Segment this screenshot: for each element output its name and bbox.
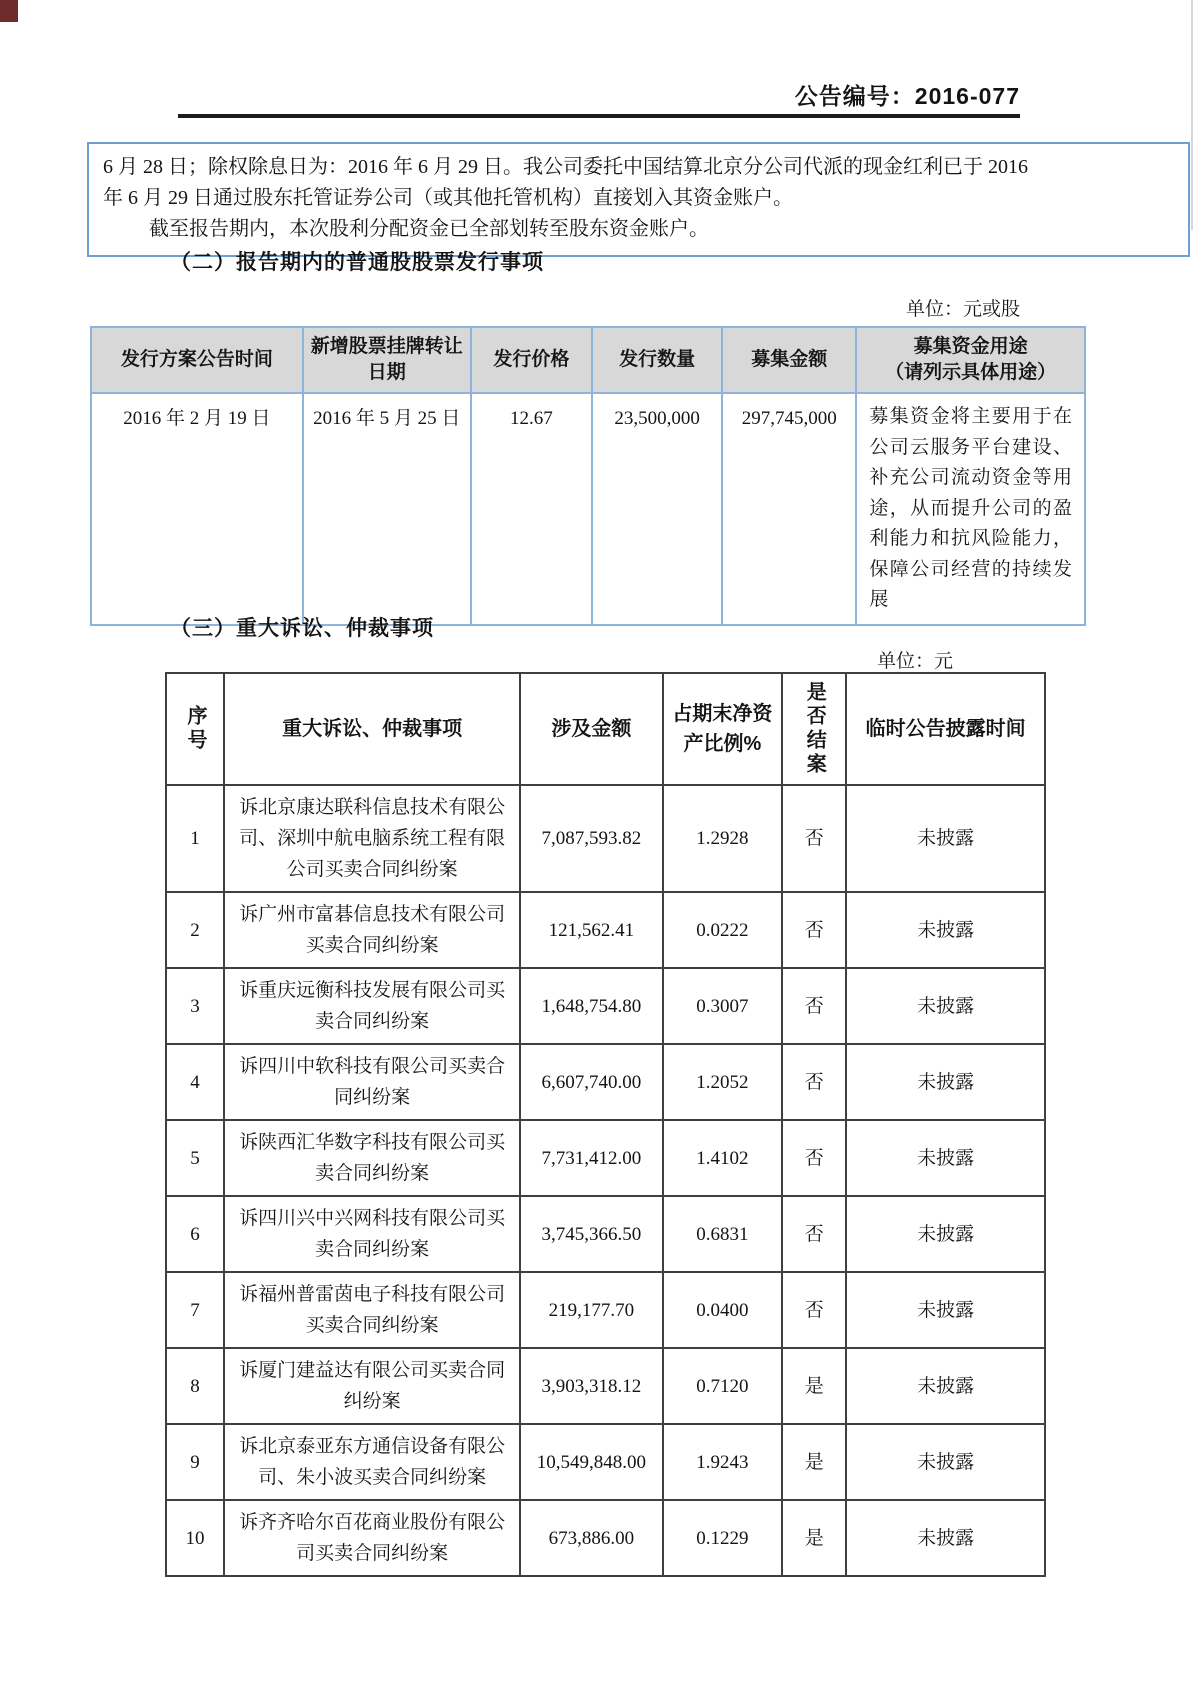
section2-title: （二）报告期内的普通股股票发行事项 xyxy=(170,251,544,274)
case-closed: 否 xyxy=(782,1120,846,1196)
header-rule xyxy=(178,114,1020,118)
involved-amount: 10,549,848.00 xyxy=(520,1424,662,1500)
issue-price-value: 12.67 xyxy=(471,393,592,625)
table-row xyxy=(166,1272,1045,1348)
case-closed: 是 xyxy=(782,1500,846,1576)
table-row xyxy=(166,785,1045,892)
litigation-header-row xyxy=(166,673,1045,785)
net-asset-ratio: 0.6831 xyxy=(663,1196,783,1272)
table-row xyxy=(166,892,1045,968)
disclosure-time: 未披露 xyxy=(846,1348,1045,1424)
col-issue-quantity: 发行数量 xyxy=(592,327,722,393)
col-announce-time: 发行方案公告时间 xyxy=(91,327,303,393)
fund-usage-value: 募集资金将主要用于在公司云服务平台建设、补充公司流动资金等用途，从而提升公司的盈利能力和抗风险能力，保障公司经营的持续发展 xyxy=(856,393,1085,625)
case-name: 诉北京泰亚东方通信设备有限公司、朱小波买卖合同纠纷案 xyxy=(224,1424,520,1500)
case-name: 诉广州市富碁信息技术有限公司买卖合同纠纷案 xyxy=(224,892,520,968)
raised-amount-value: 297,745,000 xyxy=(722,393,856,625)
announcement-number: 公告编号：2016-077 xyxy=(794,83,1020,109)
seq-no: 1 xyxy=(166,785,224,892)
fund-usage-header-line2: （请列示具体用途） xyxy=(885,362,1057,383)
involved-amount: 7,087,593.82 xyxy=(520,785,662,892)
seq-no: 4 xyxy=(166,1044,224,1120)
litigation-table xyxy=(165,672,1046,1577)
seq-no: 10 xyxy=(166,1500,224,1576)
col-seq-no: 序号 xyxy=(166,673,224,785)
case-name: 诉厦门建益达有限公司买卖合同纠纷案 xyxy=(224,1348,520,1424)
section2-unit-label: 单位：元或股 xyxy=(905,299,1020,320)
disclosure-time: 未披露 xyxy=(846,1044,1045,1120)
table-row xyxy=(166,1196,1045,1272)
case-name: 诉陕西汇华数字科技有限公司买卖合同纠纷案 xyxy=(224,1120,520,1196)
seq-no: 6 xyxy=(166,1196,224,1272)
col-net-asset-ratio: 占期末净资产比例% xyxy=(663,673,783,785)
disclosure-time: 未披露 xyxy=(846,892,1045,968)
disclosure-time: 未披露 xyxy=(846,1272,1045,1348)
case-closed: 否 xyxy=(782,1272,846,1348)
notice-line-1: 6 月 28 日；除权除息日为：2016 年 6 月 29 日。我公司委托中国结算北京分公司代派的现金红利已于 2016 xyxy=(103,156,1028,178)
seq-no: 9 xyxy=(166,1424,224,1500)
announce-time-value: 2016 年 2 月 19 日 xyxy=(91,393,303,625)
section3-title: （三）重大诉讼、仲裁事项 xyxy=(170,617,434,640)
net-asset-ratio: 1.4102 xyxy=(663,1120,783,1196)
col-raised-amount: 募集金额 xyxy=(722,327,856,393)
table-row xyxy=(166,1424,1045,1500)
issuance-data-row xyxy=(91,393,1085,625)
issuance-header-row xyxy=(91,327,1085,393)
case-closed: 否 xyxy=(782,1044,846,1120)
case-name: 诉北京康达联科信息技术有限公司、深圳中航电脑系统工程有限公司买卖合同纠纷案 xyxy=(224,785,520,892)
case-name: 诉福州普雷茵电子科技有限公司买卖合同纠纷案 xyxy=(224,1272,520,1348)
disclosure-time: 未披露 xyxy=(846,1424,1045,1500)
seq-no: 3 xyxy=(166,968,224,1044)
seq-no: 5 xyxy=(166,1120,224,1196)
case-closed: 否 xyxy=(782,892,846,968)
fund-usage-header-line1: 募集资金用途 xyxy=(913,336,1028,357)
involved-amount: 1,648,754.80 xyxy=(520,968,662,1044)
seq-no: 2 xyxy=(166,892,224,968)
table-row xyxy=(166,1500,1045,1576)
col-case-name: 重大诉讼、仲裁事项 xyxy=(224,673,520,785)
dividend-notice-box xyxy=(87,142,1190,257)
disclosure-time: 未披露 xyxy=(846,785,1045,892)
involved-amount: 3,745,366.50 xyxy=(520,1196,662,1272)
seq-no: 8 xyxy=(166,1348,224,1424)
section3-unit-label: 单位：元 xyxy=(876,651,953,672)
net-asset-ratio: 0.0400 xyxy=(663,1272,783,1348)
table-row xyxy=(166,1044,1045,1120)
col-involved-amount: 涉及金额 xyxy=(520,673,662,785)
net-asset-ratio: 0.3007 xyxy=(663,968,783,1044)
net-asset-ratio: 0.0222 xyxy=(663,892,783,968)
net-asset-ratio: 1.9243 xyxy=(663,1424,783,1500)
col-fund-usage xyxy=(856,327,1085,393)
case-name: 诉四川中软科技有限公司买卖合同纠纷案 xyxy=(224,1044,520,1120)
case-closed: 否 xyxy=(782,785,846,892)
involved-amount: 6,607,740.00 xyxy=(520,1044,662,1120)
net-asset-ratio: 1.2928 xyxy=(663,785,783,892)
disclosure-time: 未披露 xyxy=(846,968,1045,1044)
scan-corner-mark xyxy=(0,0,18,22)
net-asset-ratio: 0.7120 xyxy=(663,1348,783,1424)
table-row xyxy=(166,968,1045,1044)
involved-amount: 673,886.00 xyxy=(520,1500,662,1576)
col-case-closed: 是否结案 xyxy=(782,673,846,785)
involved-amount: 3,903,318.12 xyxy=(520,1348,662,1424)
scan-edge-artifact xyxy=(1191,0,1193,230)
involved-amount: 121,562.41 xyxy=(520,892,662,968)
involved-amount: 219,177.70 xyxy=(520,1272,662,1348)
involved-amount: 7,731,412.00 xyxy=(520,1120,662,1196)
share-issuance-table xyxy=(90,326,1086,626)
col-issue-price: 发行价格 xyxy=(471,327,592,393)
net-asset-ratio: 1.2052 xyxy=(663,1044,783,1120)
disclosure-time: 未披露 xyxy=(846,1500,1045,1576)
notice-line-3: 截至报告期内，本次股利分配资金已全部划转至股东资金账户。 xyxy=(149,218,709,240)
case-name: 诉齐齐哈尔百花商业股份有限公司买卖合同纠纷案 xyxy=(224,1500,520,1576)
disclosure-time: 未披露 xyxy=(846,1196,1045,1272)
case-closed: 是 xyxy=(782,1348,846,1424)
case-closed: 否 xyxy=(782,1196,846,1272)
case-name: 诉重庆远衡科技发展有限公司买卖合同纠纷案 xyxy=(224,968,520,1044)
issue-quantity-value: 23,500,000 xyxy=(592,393,722,625)
notice-line-2: 年 6 月 29 日通过股东托管证券公司（或其他托管机构）直接划入其资金账户。 xyxy=(103,187,793,209)
disclosure-time: 未披露 xyxy=(846,1120,1045,1196)
col-disclosure-time: 临时公告披露时间 xyxy=(846,673,1045,785)
listing-date-value: 2016 年 5 月 25 日 xyxy=(303,393,471,625)
table-row xyxy=(166,1348,1045,1424)
col-listing-date: 新增股票挂牌转让日期 xyxy=(303,327,471,393)
case-closed: 是 xyxy=(782,1424,846,1500)
case-closed: 否 xyxy=(782,968,846,1044)
net-asset-ratio: 0.1229 xyxy=(663,1500,783,1576)
case-name: 诉四川兴中兴网科技有限公司买卖合同纠纷案 xyxy=(224,1196,520,1272)
seq-no: 7 xyxy=(166,1272,224,1348)
table-row xyxy=(166,1120,1045,1196)
